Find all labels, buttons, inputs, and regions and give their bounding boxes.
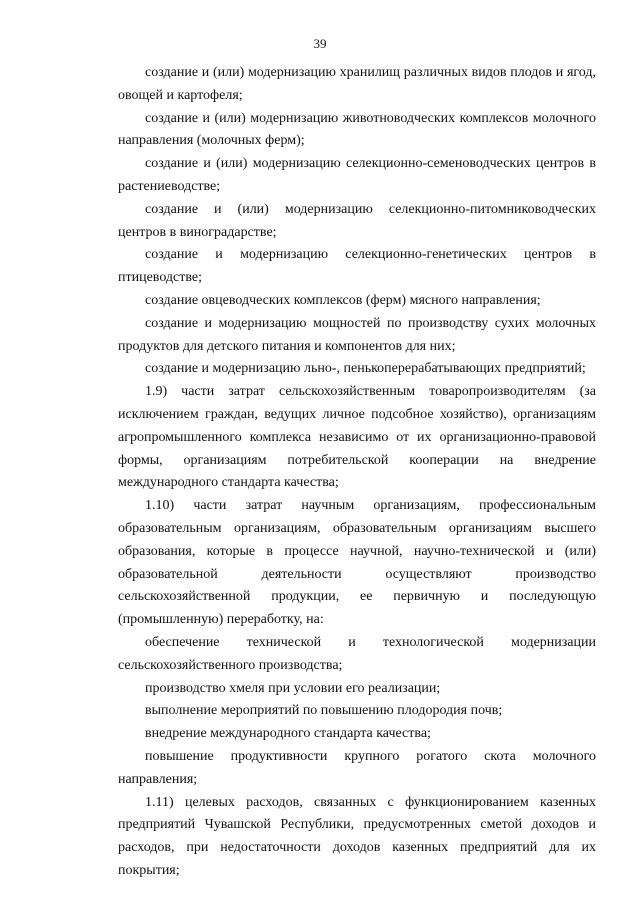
paragraph: 1.11) целевых расходов, связанных с функционированием казенных предприятий Чувашской Республики, предусмотренных сметой доходов и расходов, при недостаточности доходов казенных предприятий для их покрытия;	[118, 794, 596, 878]
body-text	[118, 62, 596, 883]
paragraph: создание и (или) модернизацию животноводческих комплексов молочного направления (молочных ферм);	[118, 110, 596, 149]
paragraph: повышение продуктивности крупного рогатого скота молочного направления;	[118, 748, 596, 787]
paragraph: выполнение мероприятий по повышению плодородия почв;	[145, 703, 503, 719]
paragraph: обеспечение технической и технологической модернизации сельскохозяйственного производства;	[118, 634, 596, 673]
paragraph: создание и (или) модернизацию хранилищ различных видов плодов и ягод, овощей и картофеля;	[118, 65, 596, 103]
paragraph: 1.10) части затрат научным организациям, профессиональным образовательным организациям, образовательным организациям высшего образования, которые в процессе научной, научно-технической и (или) образовательной деятельности осуществляют производство сельскохозяйственной продукции, ее первичную и последующую (промышленную) переработку, на:	[118, 498, 596, 628]
paragraph: 1.9) части затрат сельскохозяйственным товаропроизводителям (за исключением граждан, ведущих личное подсобное хозяйство), организациям агропромышленного комплекса независимо от их организационно-правовой формы, организациям потребительской кооперации на внедрение международного стандарта качества;	[118, 384, 596, 491]
paragraph: создание и модернизацию селекционно-генетических центров в птицеводстве;	[118, 247, 596, 286]
paragraph: создание и (или) модернизацию селекционно-семеноводческих центров в растениеводстве;	[118, 156, 596, 194]
paragraph: создание овцеводческих комплексов (ферм) мясного направления;	[145, 292, 541, 308]
paragraph: внедрение международного стандарта качества;	[145, 726, 431, 742]
paragraph: создание и модернизацию мощностей по производству сухих молочных продуктов для детского питания и компонентов для них;	[118, 315, 596, 354]
paragraph: создание и (или) модернизацию селекционно-питомниководческих центров в виноградарстве;	[118, 201, 596, 240]
paragraph: создание и модернизацию льно-, пенькоперерабатывающих предприятий;	[145, 361, 586, 377]
paragraph: производство хмеля при условии его реализации;	[145, 680, 441, 696]
page-number: 39	[313, 36, 327, 51]
